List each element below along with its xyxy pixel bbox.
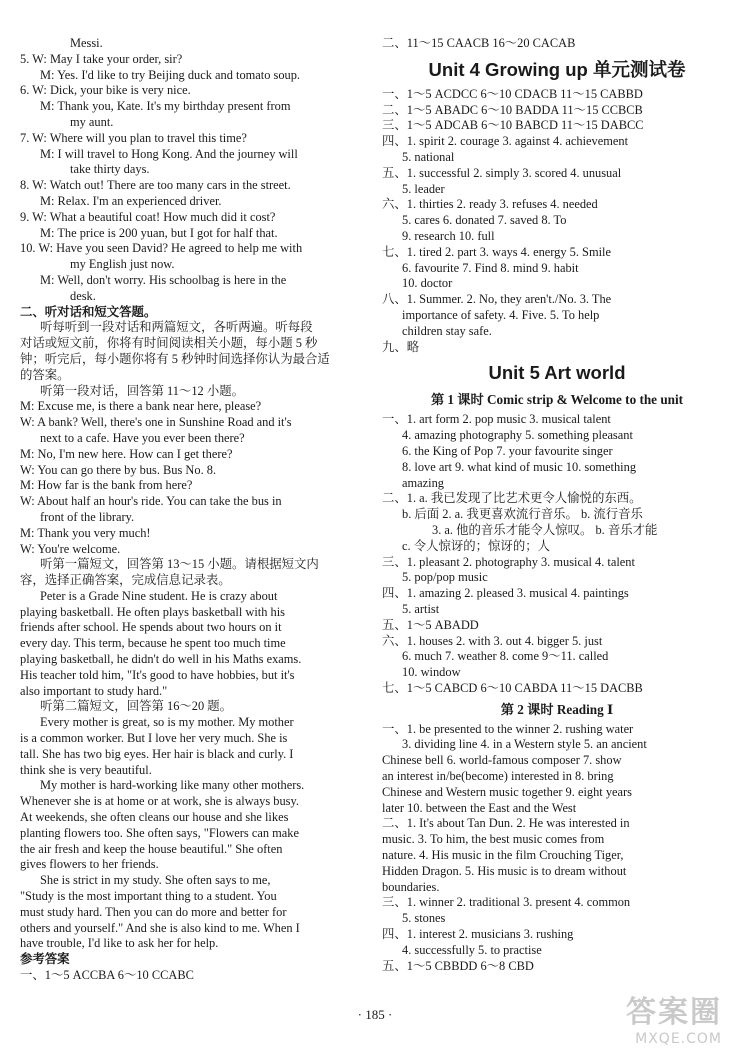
text-line: W: About half an hour's ride. You can take the bus in xyxy=(20,494,282,509)
text-line: 10. doctor xyxy=(402,276,453,291)
text-line: 七、1～5 CABCD 6～10 CABDA 11～15 DACBB xyxy=(382,680,643,695)
text-line: friends after school. He spends about two hours on it xyxy=(20,620,282,635)
section-heading: 参考答案 xyxy=(20,952,70,967)
watermark xyxy=(626,987,722,1047)
text-line: W: You can go there by bus. Bus No. 8. xyxy=(20,462,217,477)
text-line: 10. W: Have you seen David? He agreed to help me with xyxy=(20,241,303,256)
text-line: 5. stones xyxy=(402,911,446,926)
text-line: Every mother is great, so is my mother. My mother xyxy=(40,715,294,730)
text-line: front of the library. xyxy=(40,509,135,524)
text-line: boundaries. xyxy=(382,879,440,894)
text-line: b. 后面 2. a. 我更喜欢流行音乐。 b. 流行音乐 xyxy=(402,507,643,522)
text-line: 五、1～5 ABADD xyxy=(382,617,479,632)
text-line: 一、1～5 ACDCC 6～10 CDACB 11～15 CABBD xyxy=(382,86,643,101)
lesson-heading: 第 1 课时 Comic strip & Welcome to the unit xyxy=(430,392,684,408)
text-line: 5. artist xyxy=(402,601,440,616)
text-line: 钟；听完后，每小题你将有 5 秒钟时间选择你认为最合适 xyxy=(20,351,330,366)
text-line: 7. W: Where will you plan to travel this time? xyxy=(20,130,247,145)
text-line: importance of safety. 4. Five. 5. To help xyxy=(402,307,600,322)
text-line: 二、1. It's about Tan Dun. 2. He was interested in xyxy=(382,816,630,831)
text-line: 6. much 7. weather 8. come 9～11. called xyxy=(402,649,609,664)
text-line: 8. W: Watch out! There are too many cars in the street. xyxy=(20,178,291,193)
text-line: His teacher told him, "It's good to have hobbies, but it's xyxy=(20,667,295,682)
watermark-logo: 答案圈 xyxy=(626,995,722,1030)
text-line: 六、1. thirties 2. ready 3. refuses 4. needed xyxy=(382,197,598,212)
unit-heading: Unit 5 Art world xyxy=(488,362,626,384)
text-line: Chinese bell 6. world-famous composer 7. show xyxy=(382,753,622,768)
text-line: Peter is a Grade Nine student. He is crazy about xyxy=(40,588,278,603)
text-line: M: Yes. I'd like to try Beijing duck and tomato soup. xyxy=(40,67,301,82)
text-line: my English just now. xyxy=(70,257,175,272)
text-line: is a common worker. But I love her very much. She is xyxy=(20,731,288,746)
text-line: later 10. between the East and the West xyxy=(382,800,577,815)
text-line: next to a cafe. Have you ever been there? xyxy=(40,430,245,445)
text-line: 九、略 xyxy=(382,339,420,354)
text-line: Chinese and Western music together 9. eight years xyxy=(382,784,632,799)
text-line: 4. successfully 5. to practise xyxy=(402,942,542,957)
text-line: 听第一篇短文，回答第 13～15 小题。请根据短文内 xyxy=(40,557,319,572)
text-line: M: I will travel to Hong Kong. And the journey will xyxy=(40,146,298,161)
text-line: playing basketball. He often plays basketball with his xyxy=(20,604,285,619)
text-line: 3. dividing line 4. in a Western style 5. an ancient xyxy=(402,737,647,752)
text-line: My mother is hard-working like many other mothers. xyxy=(40,778,305,793)
text-line: 四、1. amazing 2. pleased 3. musical 4. paintings xyxy=(382,586,629,601)
text-line: 三、1. winner 2. traditional 3. present 4. common xyxy=(382,895,631,910)
text-line: W: A bank? Well, there's one in Sunshine Road and it's xyxy=(20,415,292,430)
text-line: nature. 4. His music in the film Crouching Tiger, xyxy=(382,848,624,863)
text-line: 二、1. a. 我已发现了比艺术更令人愉悦的东西。 xyxy=(382,491,642,506)
text-line: 4. amazing photography 5. something pleasant xyxy=(402,428,633,443)
text-line: M: No, I'm new here. How can I get there? xyxy=(20,446,233,461)
text-line: have trouble, I'd like to ask her for help. xyxy=(20,936,219,951)
section-heading: 二、听对话和短文答题。 xyxy=(20,304,157,319)
text-line: 六、1. houses 2. with 3. out 4. bigger 5. just xyxy=(382,633,603,648)
watermark-url: MXQE.COM xyxy=(635,1031,722,1047)
text-line: every day. This term, because he spent too much time xyxy=(20,636,286,651)
text-line: Whenever she is at home or at work, she is always busy. xyxy=(20,794,299,809)
text-line: amazing xyxy=(402,475,444,490)
text-line: planting flowers too. She often says, "Flowers can make xyxy=(20,825,299,840)
text-line: 9. research 10. full xyxy=(402,228,495,243)
text-line: M: Excuse me, is there a bank near here, please? xyxy=(20,399,262,414)
text-line: 9. W: What a beautiful coat! How much did it cost? xyxy=(20,209,276,224)
right-column xyxy=(382,36,732,974)
text-line: 6. the King of Pop 7. your favourite singer xyxy=(402,443,613,458)
text-line: 6. favourite 7. Find 8. mind 9. habit xyxy=(402,260,579,275)
text-line: "Study is the most important thing to a student. You xyxy=(20,889,277,904)
text-line: 八、1. Summer. 2. No, they aren't./No. 3. The xyxy=(382,292,612,307)
left-column xyxy=(20,36,360,984)
page-number: · 185 · xyxy=(357,1007,393,1022)
text-line: children stay safe. xyxy=(402,323,492,338)
text-line: 5. pop/pop music xyxy=(402,570,488,585)
text-line: M: Well, don't worry. His schoolbag is here in the xyxy=(40,272,287,287)
text-line: think she is very beautiful. xyxy=(20,762,152,777)
text-line: 听第一段对话，回答第 11～12 小题。 xyxy=(40,383,244,398)
text-line: 一、1. be presented to the winner 2. rushing water xyxy=(382,721,634,736)
text-line: Hidden Dragon. 5. His music is to dream without xyxy=(382,863,627,878)
text-line: 8. love art 9. what kind of music 10. something xyxy=(402,459,637,474)
text-line: my aunt. xyxy=(70,114,114,129)
text-line: 五、1～5 CBBDD 6～8 CBD xyxy=(382,958,534,973)
text-line: 听第二篇短文，回答第 16～20 题。 xyxy=(40,699,233,714)
text-line: desk. xyxy=(70,288,96,303)
text-line: 二、11～15 CAACB 16～20 CACAB xyxy=(382,36,576,50)
text-line: c. 令人惊讶的；惊讶的；人 xyxy=(402,538,550,553)
text-line: 听每听到一段对话和两篇短文，各听两遍。听每段 xyxy=(40,320,313,335)
text-line: music. 3. To him, the best music comes from xyxy=(382,832,605,847)
text-line: 的答案。 xyxy=(20,367,70,382)
text-line: She is strict in my study. She often says to me, xyxy=(40,873,271,888)
text-line: also important to study hard." xyxy=(20,683,168,698)
text-line: W: You're welcome. xyxy=(20,541,121,556)
text-line: M: Thank you, Kate. It's my birthday present from xyxy=(40,99,291,114)
lesson-heading: 第 2 课时 Reading Ⅰ xyxy=(500,701,614,717)
text-line: 四、1. interest 2. musicians 3. rushing xyxy=(382,927,574,942)
text-line: M: Thank you very much! xyxy=(20,525,151,540)
text-line: 七、1. tired 2. part 3. ways 4. energy 5. Smile xyxy=(382,244,611,259)
text-line: 一、1～5 ACCBA 6～10 CCABC xyxy=(20,968,194,983)
text-line: 5. national xyxy=(402,149,455,164)
text-line: others and yourself." And she is also kind to me. When I xyxy=(20,920,300,935)
text-line: M: How far is the bank from here? xyxy=(20,478,193,493)
text-line: 三、1. pleasant 2. photography 3. musical 4. talent xyxy=(382,554,635,569)
text-line: 一、1. art form 2. pop music 3. musical talent xyxy=(382,412,611,427)
text-line: M: Relax. I'm an experienced driver. xyxy=(40,193,222,208)
text-line: At weekends, she often cleans our house and she likes xyxy=(20,810,289,825)
text-line: 5. cares 6. donated 7. saved 8. To xyxy=(402,213,567,228)
text-line: M: The price is 200 yuan, but I got for half that. xyxy=(40,225,278,240)
text-line: 5. leader xyxy=(402,181,445,196)
text-line: playing basketball, he didn't do well in his Maths exams. xyxy=(20,652,302,667)
text-line: the air fresh and keep the house beautiful." She often xyxy=(20,841,283,856)
text-line: an interest in/be(become) interested in 8. bring xyxy=(382,769,614,784)
text-line: must study hard. Then you can do more and better for xyxy=(20,904,287,919)
text-line: 对话或短文前，你将有时间阅读相关小题，每小题 5 秒 xyxy=(20,336,318,351)
unit-heading: Unit 4 Growing up 单元测试卷 xyxy=(428,58,686,80)
text-line: 三、1～5 ADCAB 6～10 BABCD 11～15 DABCC xyxy=(382,118,644,133)
text-line: take thirty days. xyxy=(70,162,150,177)
text-line: 6. W: Dick, your bike is very nice. xyxy=(20,83,191,98)
text-line: 五、1. successful 2. simply 3. scored 4. unusual xyxy=(382,165,622,180)
text-line: gives flowers to her friends. xyxy=(20,857,159,872)
text-line: 3. a. 他的音乐才能令人惊叹。 b. 音乐才能 xyxy=(432,522,658,537)
text-line: tall. She has two big eyes. Her hair is black and curly. I xyxy=(20,746,294,761)
text-line: 5. W: May I take your order, sir? xyxy=(20,51,183,66)
text-line: Messi. xyxy=(70,36,103,50)
text-line: 10. window xyxy=(402,665,461,680)
text-line: 容，选择正确答案，完成信息记录表。 xyxy=(20,573,231,588)
text-line: 二、1～5 ABADC 6～10 BADDA 11～15 CCBCB xyxy=(382,102,643,117)
text-line: 四、1. spirit 2. courage 3. against 4. achievement xyxy=(382,134,629,149)
